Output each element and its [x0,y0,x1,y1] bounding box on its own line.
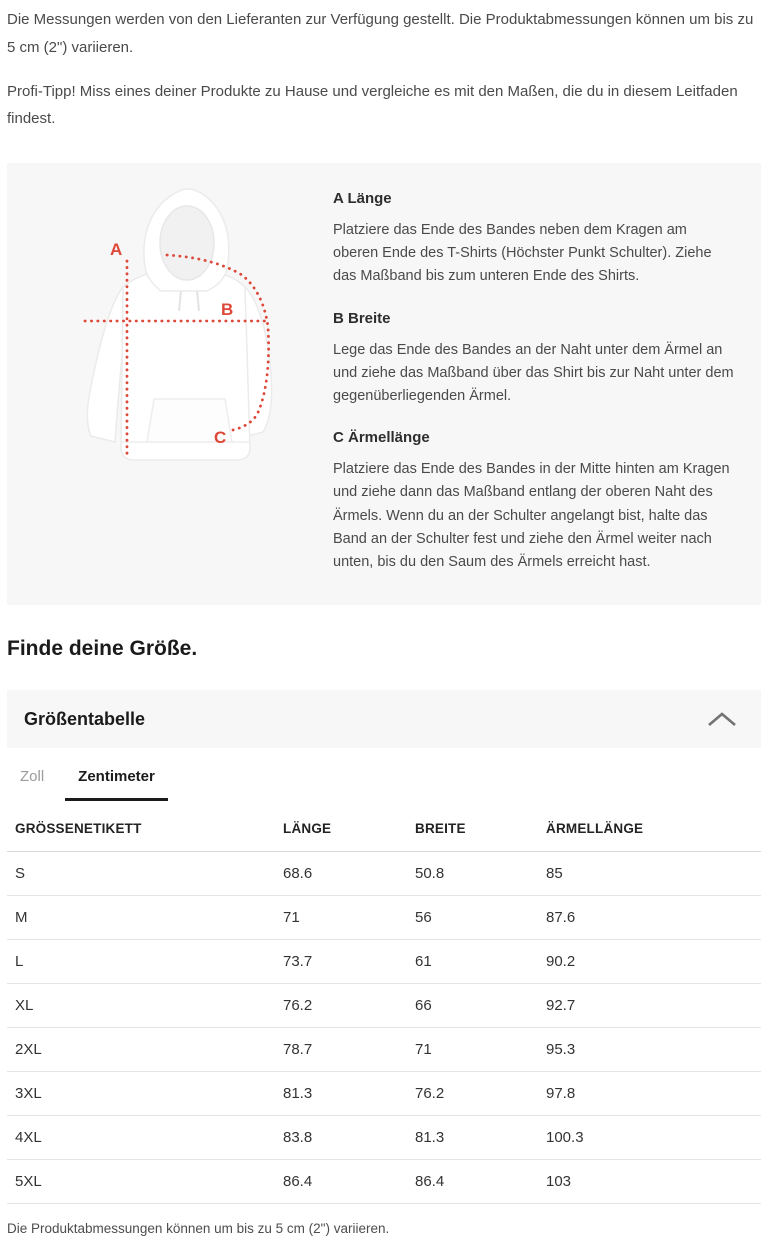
unit-tabs [7,761,761,801]
size-label-cell: 4XL [7,1116,275,1160]
column-header-length: LÄNGE [275,806,407,852]
measurement-cell: 90.2 [538,940,761,984]
column-header-width: BREITE [407,806,538,852]
hoodie-diagram [7,163,325,513]
label-a: A [110,240,123,259]
size-chart-accordion-header[interactable] [7,690,761,748]
measurement-cell: 103 [538,1160,761,1204]
size-label-cell: 5XL [7,1160,275,1204]
sleeve-section-title: C Ärmellänge [333,429,430,447]
measurement-cell: 86.4 [407,1160,538,1204]
size-table-row [7,1116,761,1160]
measurements-disclaimer: Die Messungen werden von den Lieferanten zur Verfügung gestellt. Die Produktabmessungen können um bis zu 5 cm (2") variieren. [7,11,754,56]
size-chart-title: Größentabelle [24,708,146,729]
table-footnote: Die Produktabmessungen können um bis zu 5 cm (2") variieren. [7,1221,390,1237]
measurement-cell: 85 [538,852,761,896]
measurement-cell: 71 [407,1028,538,1072]
measurement-cell: 78.7 [275,1028,407,1072]
size-table [7,806,761,1204]
size-label-cell: S [7,852,275,896]
size-table-row [7,984,761,1028]
size-label-cell: L [7,940,275,984]
measurement-cell: 86.4 [275,1160,407,1204]
measurement-cell: 50.8 [407,852,538,896]
width-section-title: B Breite [333,309,391,327]
measurement-cell: 87.6 [538,896,761,940]
measurement-cell: 95.3 [538,1028,761,1072]
size-table-header-row [7,806,761,852]
measurement-cell: 56 [407,896,538,940]
measure-instructions [325,163,761,605]
size-table-row [7,940,761,984]
sleeve-section-body: Platziere das Ende des Bandes in der Mitte hinten am Kragen und ziehe dann das Maßband entlang der oberen Naht des Ärmels. Wenn du an der Schulter angelangt bist, halte das Band an der Schulter fest und ziehe den Ärmel weiter nach unten, bis du den Saum des Ärmels erreicht hast. [333,461,730,570]
label-c: C [214,428,227,447]
size-table-row [7,1072,761,1116]
size-label-cell: 3XL [7,1072,275,1116]
length-section-title: A Länge [333,190,392,207]
measurement-cell: 83.8 [275,1116,407,1160]
hoodie-hood-opening [160,206,214,280]
size-label-cell: 2XL [7,1028,275,1072]
size-table-row [7,1160,761,1204]
size-table-row [7,896,761,940]
chevron-up-icon[interactable] [705,709,739,729]
measurement-cell: 81.3 [275,1072,407,1116]
measurement-cell: 100.3 [538,1116,761,1160]
label-b: B [221,300,234,319]
measurement-cell: 71 [275,896,407,940]
column-header-size-label: GRÖSSENETIKETT [7,806,275,852]
size-label-cell: M [7,896,275,940]
measure-guide-panel [7,163,761,605]
width-section-body: Lege das Ende des Bandes an der Naht unter dem Ärmel an und ziehe das Maßband über das Shirt bis zur Naht unter dem gegenüberliegenden Ärmel. [333,341,734,404]
measurement-cell: 68.6 [275,852,407,896]
find-size-heading: Finde deine Größe. [7,637,198,661]
tab-zentimeter[interactable]: Zentimeter [65,761,168,801]
measurement-cell: 92.7 [538,984,761,1028]
size-label-cell: XL [7,984,275,1028]
column-header-sleeve: ÄRMELLÄNGE [538,806,761,852]
measurement-cell: 76.2 [407,1072,538,1116]
measurement-cell: 66 [407,984,538,1028]
tab-zoll[interactable]: Zoll [7,761,57,801]
measurement-cell: 73.7 [275,940,407,984]
size-table-row [7,1028,761,1072]
hoodie-diagram-svg [57,175,317,505]
measurement-cell: 61 [407,940,538,984]
measurement-cell: 76.2 [275,984,407,1028]
hoodie-illustration [87,189,271,460]
length-section-body: Platziere das Ende des Bandes neben dem Kragen am oberen Ende des T-Shirts (Höchster Punkt Schulter). Ziehe das Maßband bis zum unteren Ende des Shirts. [333,222,712,285]
measurement-cell: 97.8 [538,1072,761,1116]
pro-tip-text: Profi-Tipp! Miss eines deiner Produkte zu Hause und vergleiche es mit den Maßen, die du in diesem Leitfaden findest. [7,82,738,128]
size-table-row [7,852,761,896]
measurement-cell: 81.3 [407,1116,538,1160]
